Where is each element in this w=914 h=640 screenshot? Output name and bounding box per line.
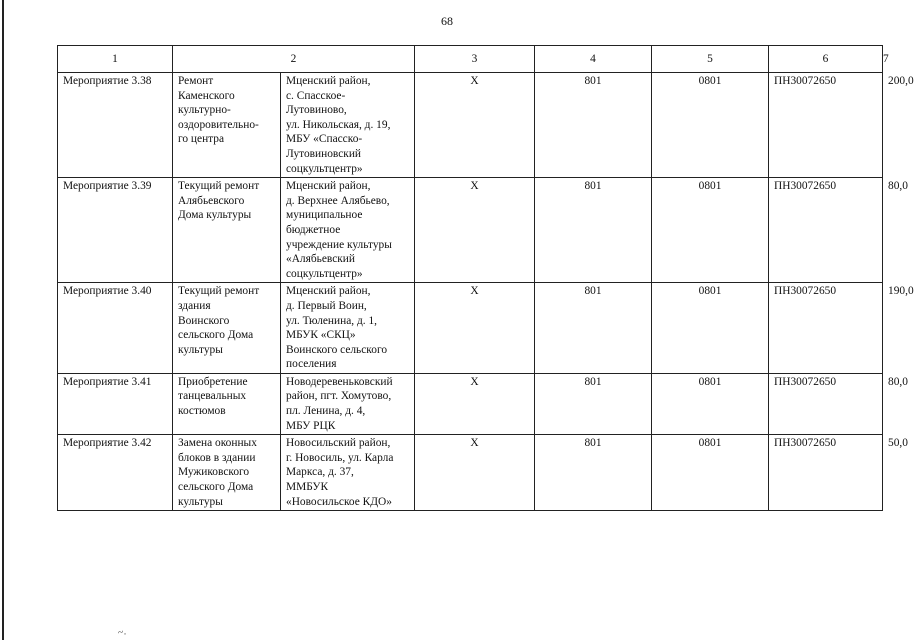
address-line: Новосильский район,	[286, 437, 391, 450]
address-line: бюджетное	[286, 223, 341, 236]
col5-cell: 0801	[652, 373, 769, 434]
event-number-cell: Мероприятие 3.38	[58, 73, 173, 178]
address-line: пл. Ленина, д. 4,	[286, 405, 366, 418]
address-line: ул. Тюленина, д. 1,	[286, 314, 378, 327]
address-line: г. Новосиль, ул. Карла	[286, 451, 394, 464]
header-cell: 4	[535, 46, 652, 73]
address-line: МБУ «Спасско-	[286, 133, 363, 146]
event-name-line: Замена оконных	[178, 437, 257, 450]
event-name-line: танцевальных	[178, 390, 247, 403]
event-name-line: Воинского	[178, 314, 230, 327]
event-name-line: Каменского	[178, 89, 235, 102]
event-name-line: Приобретение	[178, 375, 248, 388]
event-name-line: культурно-	[178, 104, 231, 117]
event-name-line: культуры	[178, 343, 223, 356]
table-row: Мероприятие 3.38 Ремонт Каменского культурно- оздоровительно- го центра Мценский район, с. Спасское- Лутовиново, ул. Никольская, д. 19, МБУ «Спасско- Лутовиновский соцкультцентр» Х 801 0801 ПН30072650 200,0	[58, 73, 883, 178]
event-name-cell	[173, 373, 281, 434]
event-name-line: го центра	[178, 133, 225, 146]
event-name-line: Текущий ремонт	[178, 285, 260, 298]
col5-cell: 0801	[652, 435, 769, 511]
col3-cell: Х	[415, 73, 535, 178]
event-number-cell: Мероприятие 3.42	[58, 435, 173, 511]
address-cell	[281, 283, 415, 374]
event-name-line: Текущий ремонт	[178, 180, 260, 193]
event-name-line: сельского Дома	[178, 329, 254, 342]
address-cell	[281, 73, 415, 178]
address-line: МБУ РЦК	[286, 419, 336, 432]
address-line: поселения	[286, 358, 337, 371]
col6-cell: ПН30072650	[769, 178, 883, 283]
event-name-line: блоков в здании	[178, 451, 256, 464]
address-line: Мценский район,	[286, 180, 371, 193]
event-name-line: сельского Дома	[178, 481, 254, 494]
header-cell: 5	[652, 46, 769, 73]
table-row: Мероприятие 3.41 Приобретение танцевальных костюмов Новодеревеньковский район, пгт. Хомутово, пл. Ленина, д. 4, МБУ РЦК Х 801 0801 ПН30072650 80,0	[58, 373, 883, 434]
col4-cell: 801	[535, 435, 652, 511]
address-line: Мценский район,	[286, 75, 371, 87]
address-line: «Новосильское КДО»	[286, 495, 392, 508]
col6-cell: ПН30072650	[769, 283, 883, 374]
page-number: 68	[441, 14, 453, 28]
address-cell	[281, 435, 415, 511]
table-row: Мероприятие 3.39 Текущий ремонт Алябьевского Дома культуры Мценский район, д. Верхнее Алябьево, муниципальное бюджетное учреждение культуры «Алябьевский соцкультцентр» Х 801 0801 ПН30072650 80,0	[58, 178, 883, 283]
col3-cell: Х	[415, 435, 535, 511]
col6-cell: ПН30072650	[769, 73, 883, 178]
header-cell: 2	[173, 46, 415, 73]
table-row: Мероприятие 3.42 Замена оконных блоков в здании Мужиковского сельского Дома культуры Новосильский район, г. Новосиль, ул. Карла Маркса, д. 37, ММБУК «Новосильское КДО» Х 801 0801 ПН30072650 50,0	[58, 435, 883, 511]
col4-cell: 801	[535, 283, 652, 374]
col4-cell: 801	[535, 73, 652, 178]
address-line: район, пгт. Хомутово,	[286, 390, 392, 403]
event-number-cell: Мероприятие 3.40	[58, 283, 173, 374]
event-name-cell	[173, 73, 281, 178]
event-number-cell: Мероприятие 3.39	[58, 178, 173, 283]
address-line: Лутовиновский	[286, 147, 362, 160]
header-cell: 6	[769, 46, 883, 73]
col5-cell: 0801	[652, 178, 769, 283]
address-line: соцкультцентр»	[286, 162, 363, 175]
col5-cell: 0801	[652, 283, 769, 374]
left-margin-rule	[2, 0, 4, 640]
address-line: МБУК «СКЦ»	[286, 329, 356, 342]
col6-cell: ПН30072650	[769, 373, 883, 434]
address-cell	[281, 373, 415, 434]
col6-cell: ПН30072650	[769, 435, 883, 511]
event-name-cell	[173, 178, 281, 283]
header-cell: 3	[415, 46, 535, 73]
address-cell	[281, 178, 415, 283]
col4-cell: 801	[535, 373, 652, 434]
address-line: Лутовиново,	[286, 104, 347, 117]
address-line: с. Спасское-	[286, 89, 346, 102]
address-line: Мценский район,	[286, 285, 371, 298]
table-header-row: 1 2 3 4 5 6 7	[58, 46, 883, 73]
address-line: «Алябьевский	[286, 253, 355, 266]
address-line: д. Первый Воин,	[286, 299, 367, 312]
address-line: ул. Никольская, д. 19,	[286, 118, 391, 131]
event-name-line: здания	[178, 299, 211, 312]
event-name-line: Мужиковского	[178, 466, 250, 479]
address-line: Маркса, д. 37,	[286, 466, 354, 479]
table-row: Мероприятие 3.40 Текущий ремонт здания Воинского сельского Дома культуры Мценский район, д. Первый Воин, ул. Тюленина, д. 1, МБУК «СКЦ» Воинского сельского поселения Х 801 0801 ПН30072650 190,0	[58, 283, 883, 374]
budget-table	[57, 45, 914, 511]
event-name-line: костюмов	[178, 405, 226, 418]
event-name-line: Алябьевского	[178, 194, 245, 207]
address-line: д. Верхнее Алябьево,	[286, 194, 390, 207]
event-name-cell	[173, 435, 281, 511]
header-cell: 1	[58, 46, 173, 73]
address-line: муниципальное	[286, 209, 363, 222]
address-line: ММБУК	[286, 481, 329, 494]
address-line: соцкультцентр»	[286, 267, 363, 280]
col4-cell: 801	[535, 178, 652, 283]
event-number-cell: Мероприятие 3.41	[58, 373, 173, 434]
event-name-line: оздоровительно-	[178, 118, 259, 131]
col3-cell: Х	[415, 373, 535, 434]
address-line: Воинского сельского	[286, 343, 388, 356]
col5-cell: 0801	[652, 73, 769, 178]
address-line: учреждение культуры	[286, 238, 392, 251]
col3-cell: Х	[415, 283, 535, 374]
event-name-line: Дома культуры	[178, 209, 252, 222]
event-name-line: Ремонт	[178, 75, 214, 87]
event-name-cell	[173, 283, 281, 374]
col3-cell: Х	[415, 178, 535, 283]
event-name-line: культуры	[178, 495, 223, 508]
scan-mark: ~.	[116, 626, 127, 639]
address-line: Новодеревеньковский	[286, 375, 393, 388]
